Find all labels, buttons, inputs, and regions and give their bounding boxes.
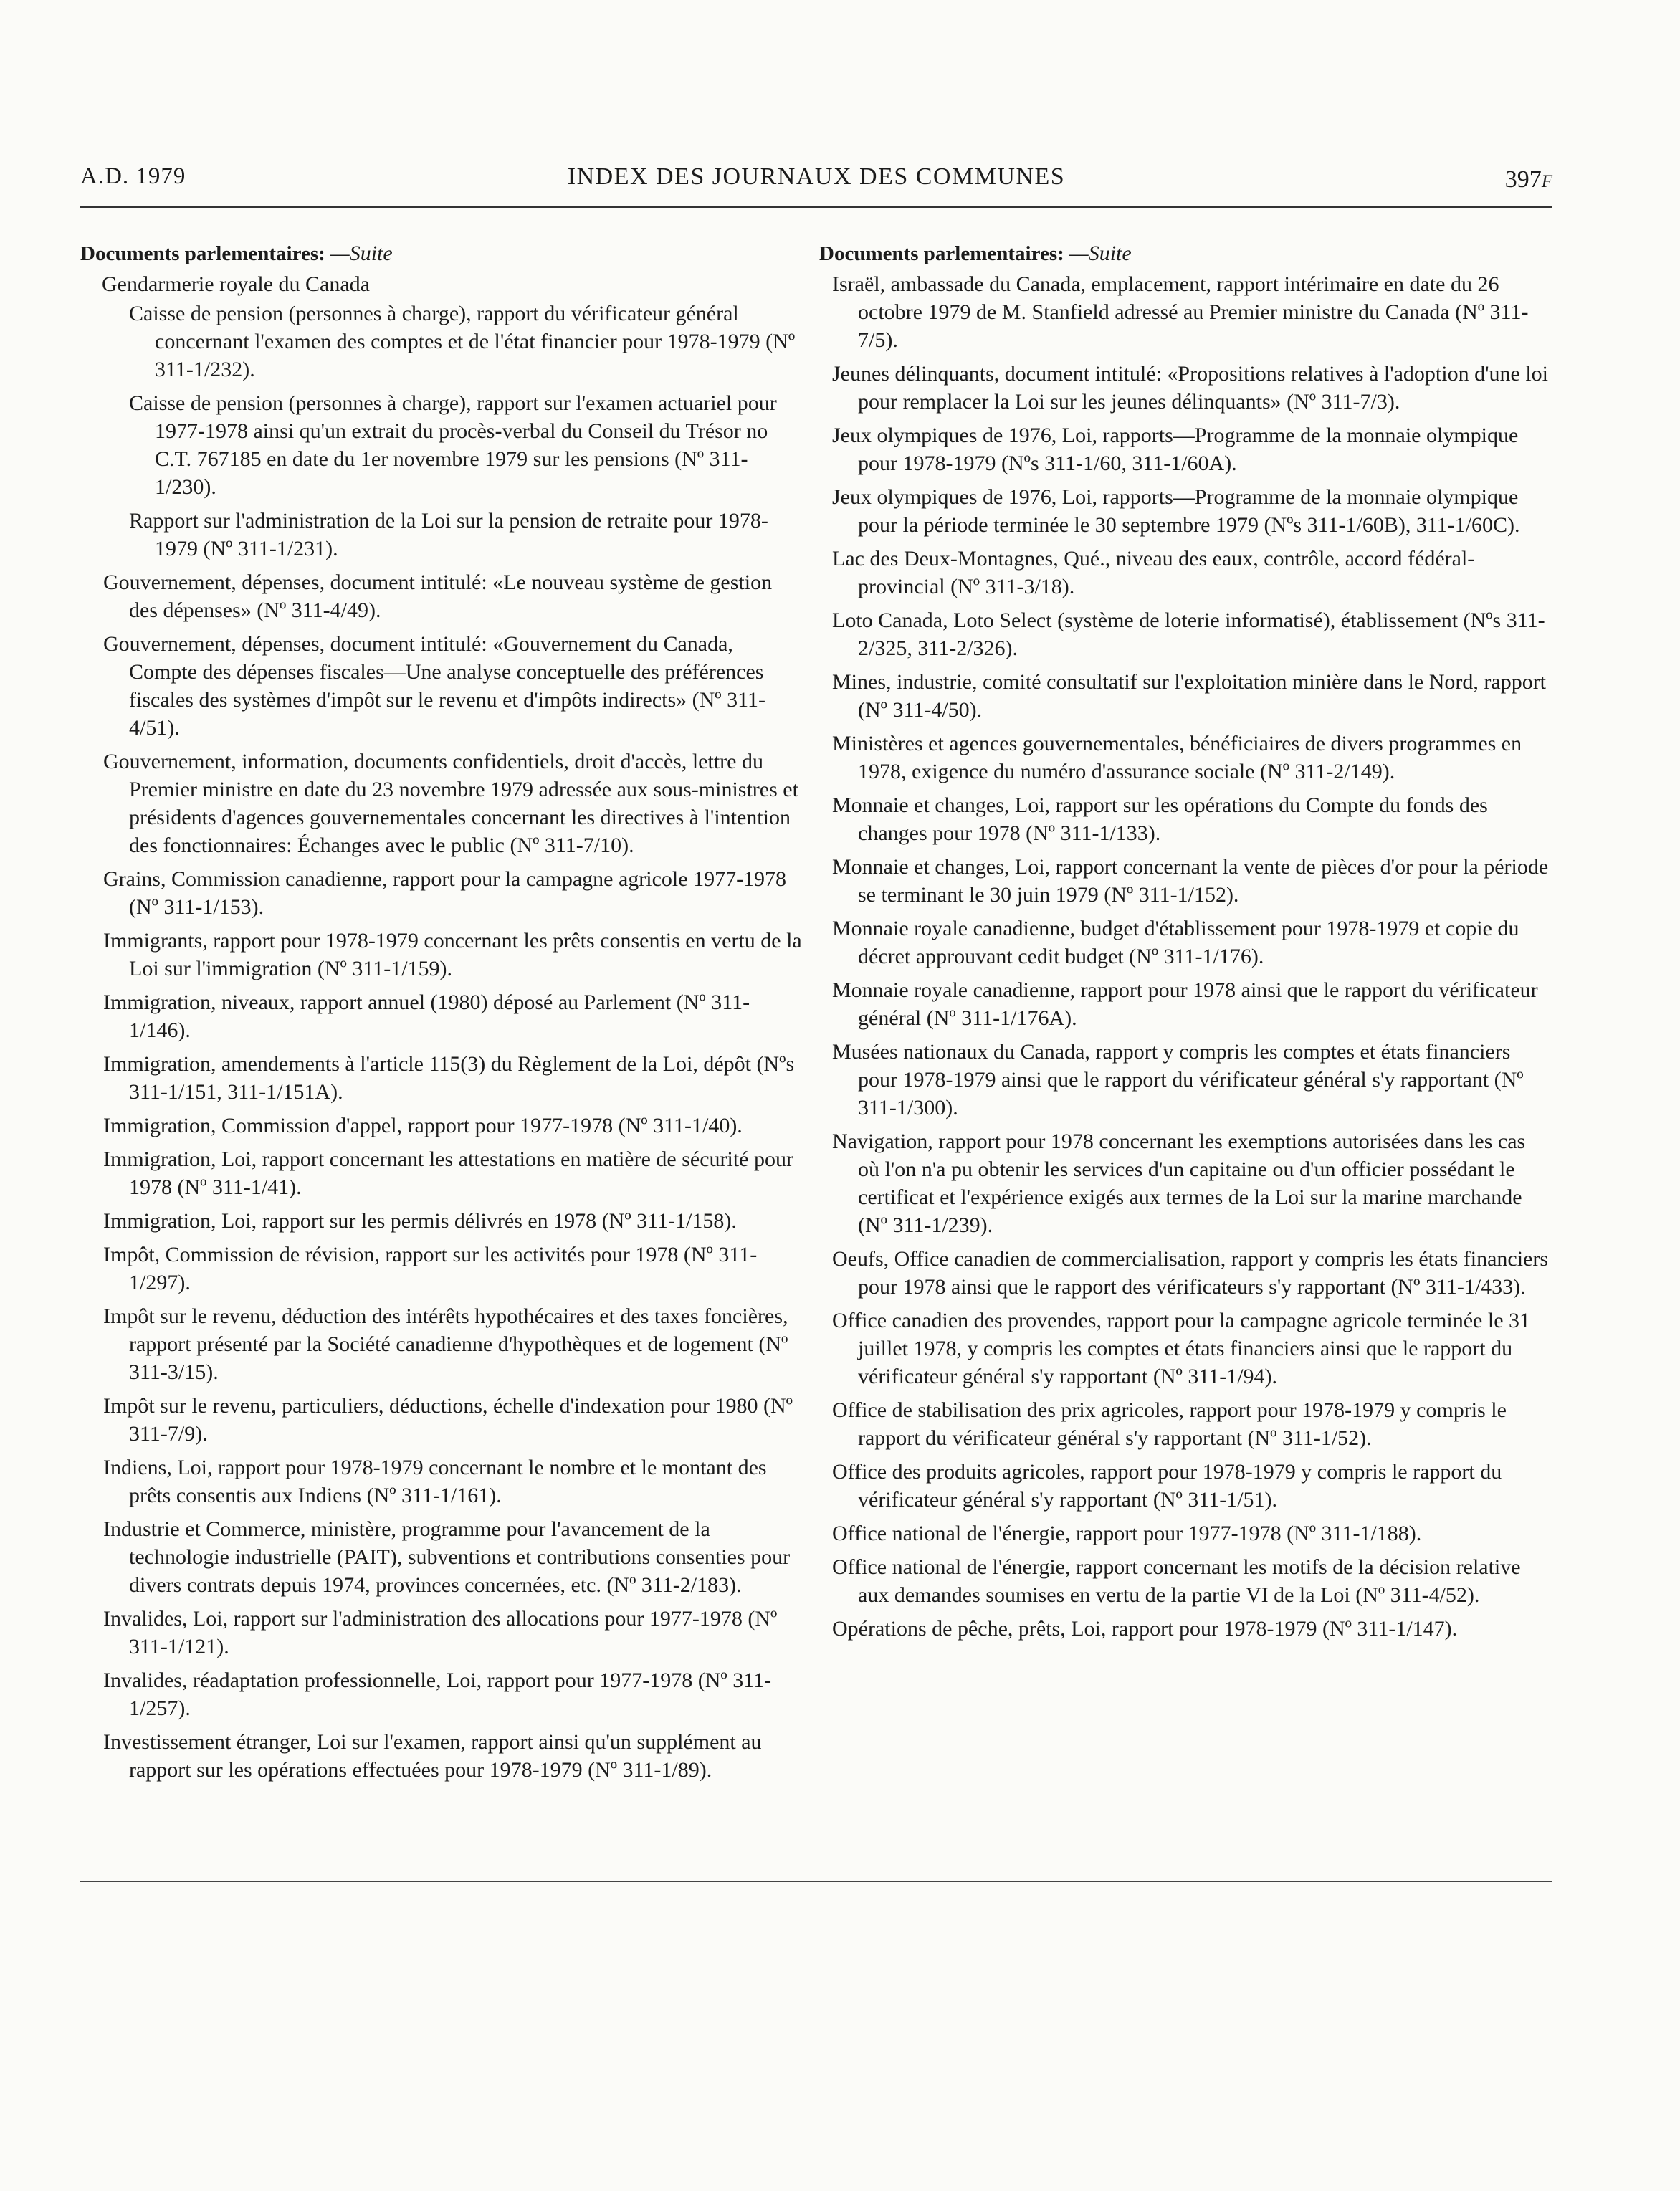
left-section-heading bbox=[80, 240, 806, 267]
left-heading-suite: —Suite bbox=[330, 242, 393, 265]
index-entry: Invalides, Loi, rapport sur l'administration des allocations pour 1977-1978 (Nº 311-1/121). bbox=[103, 1607, 778, 1658]
page-number-suffix: F bbox=[1541, 172, 1552, 191]
index-entry: Impôt, Commission de révision, rapport sur les activités pour 1978 (Nº 311-1/297). bbox=[103, 1243, 758, 1294]
right-heading-text: Documents parlementaires: bbox=[819, 242, 1064, 265]
footer-rule bbox=[80, 1881, 1552, 1882]
right-column bbox=[819, 240, 1550, 1648]
index-entry: Immigration, niveaux, rapport annuel (1980) déposé au Parlement (Nº 311-1/146). bbox=[103, 991, 750, 1042]
index-entry: Navigation, rapport pour 1978 concernant les exemptions autorisées dans les cas où l'on n'a pu obtenir les services d'un capitaine ou d'un officier possédant le certificat et l'expérience exigés aux termes de la Loi sur la marine marchande (Nº 311-1/239). bbox=[832, 1130, 1526, 1237]
index-entry: Impôt sur le revenu, déduction des intérêts hypothécaires et des taxes foncières, rapport présenté par la Société canadienne d'hypothèques et de logement (Nº 311-3/15). bbox=[103, 1304, 788, 1384]
right-section-heading bbox=[819, 240, 1550, 267]
index-entry: Mines, industrie, comité consultatif sur l'exploitation minière dans le Nord, rapport (Nº 311-4/50). bbox=[832, 670, 1547, 722]
index-entry: Lac des Deux-Montagnes, Qué., niveau des eaux, contrôle, accord fédéral-provincial (Nº 311-3/18). bbox=[832, 547, 1475, 598]
left-heading-text: Documents parlementaires: bbox=[80, 242, 325, 265]
index-entry: Musées nationaux du Canada, rapport y compris les comptes et états financiers pour 1978-1979 ainsi que le rapport du vérificateur général s'y rapportant (Nº 311-1/300). bbox=[832, 1040, 1524, 1120]
index-entry: Jeux olympiques de 1976, Loi, rapports—Programme de la monnaie olympique pour 1978-1979 (Nºs 311-1/60, 311-1/60A). bbox=[832, 424, 1519, 475]
index-entry: Immigrants, rapport pour 1978-1979 concernant les prêts consentis en vertu de la Loi sur l'immigration (Nº 311-1/159). bbox=[103, 929, 802, 980]
index-entry: Jeunes délinquants, document intitulé: «Propositions relatives à l'adoption d'une loi pour remplacer la Loi sur les jeunes délinquants» (Nº 311-7/3). bbox=[832, 362, 1548, 414]
index-entry: Gouvernement, dépenses, document intitulé: «Le nouveau système de gestion des dépenses» (Nº 311-4/49). bbox=[103, 571, 773, 622]
index-entry: Industrie et Commerce, ministère, programme pour l'avancement de la technologie industrielle (PAIT), subventions et contributions consenties pour divers contrats depuis 1974, provinces concernées, etc. (Nº 311-2/183). bbox=[103, 1517, 791, 1597]
page-number-value: 397 bbox=[1504, 166, 1542, 193]
right-entries bbox=[819, 270, 1550, 1643]
index-entry: Invalides, réadaptation professionnelle, Loi, rapport pour 1977-1978 (Nº 311-1/257). bbox=[103, 1669, 772, 1720]
left-subheading: Gendarmerie royale du Canada bbox=[102, 272, 370, 296]
index-entry: Immigration, Commission d'appel, rapport pour 1977-1978 (Nº 311-1/40). bbox=[103, 1114, 743, 1137]
header-title: INDEX DES JOURNAUX DES COMMUNES bbox=[567, 163, 1066, 190]
index-entry: Jeux olympiques de 1976, Loi, rapports—Programme de la monnaie olympique pour la période terminée le 30 septembre 1979 (Nºs 311-1/60B), 311-1/60C). bbox=[832, 485, 1520, 537]
index-entry: Immigration, Loi, rapport sur les permis délivrés en 1978 (Nº 311-1/158). bbox=[103, 1209, 737, 1233]
index-entry: Immigration, Loi, rapport concernant les attestations en matière de sécurité pour 1978 (Nº 311-1/41). bbox=[103, 1147, 793, 1199]
index-entry: Rapport sur l'administration de la Loi sur la pension de retraite pour 1978-1979 (Nº 311-1/231). bbox=[129, 509, 768, 560]
index-entry: Loto Canada, Loto Select (système de loterie informatisé), établissement (Nºs 311-2/325, 311-2/326). bbox=[832, 608, 1545, 660]
index-entry: Gouvernement, information, documents confidentiels, droit d'accès, lettre du Premier ministre en date du 23 novembre 1979 adressée aux sous-ministres et présidents d'agences gouvernementales concernant les directives à l'intention des fonctionnaires: Échanges avec le public (Nº 311-7/10). bbox=[103, 750, 798, 857]
index-entry: Gouvernement, dépenses, document intitulé: «Gouvernement du Canada, Compte des dépenses fiscales—Une analyse conceptuelle des préférences fiscales des systèmes d'impôt sur le revenu et d'impôts indirects» (Nº 311-4/51). bbox=[103, 632, 765, 740]
index-entry: Grains, Commission canadienne, rapport pour la campagne agricole 1977-1978 (Nº 311-1/153). bbox=[103, 867, 787, 919]
index-entry: Monnaie et changes, Loi, rapport concernant la vente de pièces d'or pour la période se terminant le 30 juin 1979 (Nº 311-1/152). bbox=[832, 855, 1549, 907]
left-sub-entries bbox=[80, 300, 806, 563]
index-entry: Investissement étranger, Loi sur l'examen, rapport ainsi qu'un supplément au rapport sur les opérations effectuées pour 1978-1979 (Nº 311-1/89). bbox=[103, 1730, 762, 1782]
index-entry: Oeufs, Office canadien de commercialisation, rapport y compris les états financiers pour 1978 ainsi que le rapport des vérificateurs s'y rapportant (Nº 311-1/433). bbox=[832, 1247, 1549, 1299]
index-entry: Opérations de pêche, prêts, Loi, rapport pour 1978-1979 (Nº 311-1/147). bbox=[832, 1617, 1458, 1641]
page-number bbox=[1505, 166, 1552, 194]
index-entry: Office national de l'énergie, rapport pour 1977-1978 (Nº 311-1/188). bbox=[832, 1522, 1422, 1545]
right-heading-suite: —Suite bbox=[1069, 242, 1132, 265]
index-entry: Monnaie et changes, Loi, rapport sur les opérations du Compte du fonds des changes pour 1978 (Nº 311-1/133). bbox=[832, 793, 1488, 845]
index-entry: Caisse de pension (personnes à charge), rapport sur l'examen actuariel pour 1977-1978 ainsi qu'un extrait du procès-verbal du Conseil du Trésor no C.T. 767185 en date du 1er novembre 1979 sur les pensions (Nº 311-1/230). bbox=[129, 391, 777, 499]
left-entries bbox=[80, 568, 806, 1784]
index-entry: Israël, ambassade du Canada, emplacement, rapport intérimaire en date du 26 octobre 1979 de M. Stanfield adressé au Premier ministre du Canada (Nº 311-7/5). bbox=[832, 272, 1529, 352]
left-column bbox=[80, 240, 806, 1790]
index-entry: Office canadien des provendes, rapport pour la campagne agricole terminée le 31 juillet 1978, y compris les comptes et états financiers ainsi que le rapport du vérificateur général s'y rapportant (Nº 311-1/94). bbox=[832, 1309, 1531, 1388]
index-entry: Office des produits agricoles, rapport pour 1978-1979 y compris le rapport du vérificateur général s'y rapportant (Nº 311-1/51). bbox=[832, 1460, 1502, 1512]
index-entry: Immigration, amendements à l'article 115(3) du Règlement de la Loi, dépôt (Nºs 311-1/151, 311-1/151A). bbox=[103, 1052, 795, 1104]
header-year: A.D. 1979 bbox=[80, 163, 186, 189]
page-header bbox=[80, 163, 1552, 208]
index-entry: Monnaie royale canadienne, rapport pour 1978 ainsi que le rapport du vérificateur général (Nº 311-1/176A). bbox=[832, 978, 1538, 1030]
index-entry: Office national de l'énergie, rapport concernant les motifs de la décision relative aux demandes soumises en vertu de la partie VI de la Loi (Nº 311-4/52). bbox=[832, 1555, 1521, 1607]
index-entry: Indiens, Loi, rapport pour 1978-1979 concernant le nombre et le montant des prêts consentis aux Indiens (Nº 311-1/161). bbox=[103, 1456, 767, 1507]
index-entry: Ministères et agences gouvernementales, bénéficiaires de divers programmes en 1978, exigence du numéro d'assurance sociale (Nº 311-2/149). bbox=[832, 732, 1522, 783]
index-entry: Monnaie royale canadienne, budget d'établissement pour 1978-1979 et copie du décret approuvant cedit budget (Nº 311-1/176). bbox=[832, 917, 1519, 968]
index-entry: Caisse de pension (personnes à charge), rapport du vérificateur général concernant l'examen des comptes et de l'état financier pour 1978-1979 (Nº 311-1/232). bbox=[129, 302, 796, 381]
index-entry: Impôt sur le revenu, particuliers, déductions, échelle d'indexation pour 1980 (Nº 311-7/9). bbox=[103, 1394, 793, 1446]
index-entry: Office de stabilisation des prix agricoles, rapport pour 1978-1979 y compris le rapport du vérificateur général s'y rapportant (Nº 311-1/52). bbox=[832, 1398, 1507, 1450]
